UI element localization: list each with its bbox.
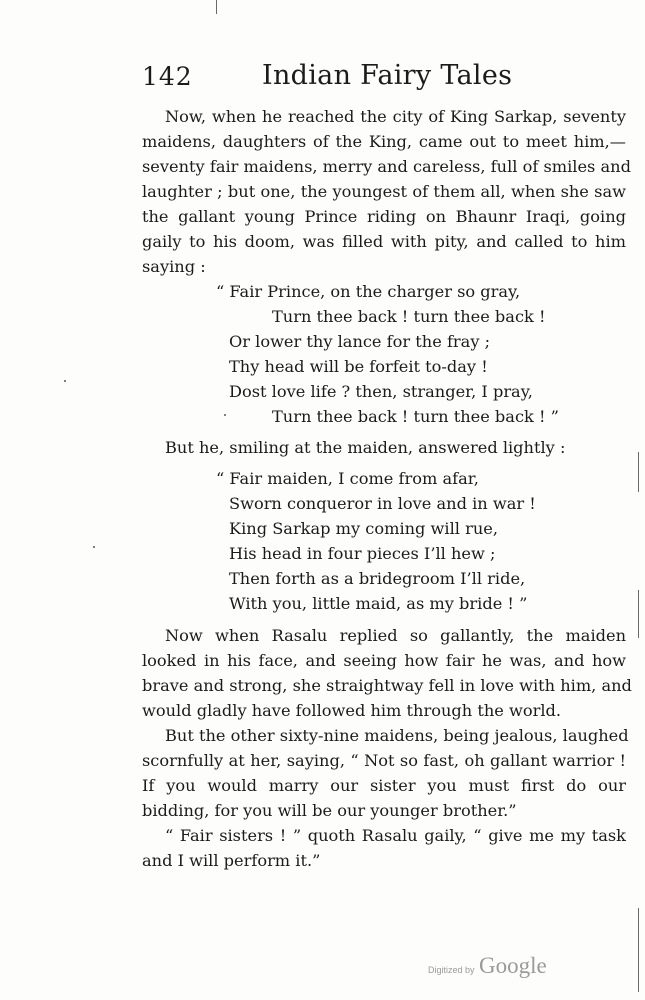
verse-line: With you, little maid, as my bride ! ” bbox=[229, 594, 528, 613]
running-header bbox=[142, 62, 628, 102]
text-line: If you would marry our sister you must first do our bbox=[142, 776, 626, 795]
watermark-brand: Google bbox=[478, 953, 547, 978]
scan-edge-mark bbox=[638, 908, 639, 992]
watermark-prefix: Digitized by bbox=[428, 965, 475, 975]
text-line: looked in his face, and seeing how fair he was, and how bbox=[142, 651, 626, 670]
verse-line: “ Fair Prince, on the charger so gray, bbox=[216, 282, 521, 301]
text-line: But the other sixty-nine maidens, being jealous, laughed bbox=[165, 726, 629, 745]
text-line: would gladly have followed him through the world. bbox=[142, 701, 562, 720]
verse-line: Thy head will be forfeit to-day ! bbox=[229, 357, 488, 376]
scan-speck bbox=[93, 546, 95, 548]
paragraph-2: But he, smiling at the maiden, answered lightly : bbox=[165, 438, 566, 457]
text-line: and I will perform it.” bbox=[142, 851, 321, 870]
text-line: seventy fair maidens, merry and careless, full of smiles and bbox=[142, 157, 631, 176]
verse-line: Sworn conqueror in love and in war ! bbox=[229, 494, 536, 513]
text-line: laughter ; but one, the youngest of them all, when she saw bbox=[142, 182, 626, 201]
digitized-watermark bbox=[428, 953, 547, 979]
scan-edge-mark bbox=[216, 0, 217, 14]
text-line: maidens, daughters of the King, came out to meet him,— bbox=[142, 132, 626, 151]
page-number: 142 bbox=[142, 62, 193, 91]
verse-line: Turn thee back ! turn thee back ! bbox=[272, 307, 546, 326]
scan-speck bbox=[64, 380, 66, 382]
text-line: saying : bbox=[142, 257, 206, 276]
verse-line: “ Fair maiden, I come from afar, bbox=[216, 469, 479, 488]
text-line: brave and strong, she straightway fell in love with him, and bbox=[142, 676, 632, 695]
text-line: Now, when he reached the city of King Sarkap, seventy bbox=[165, 107, 626, 126]
text-line: the gallant young Prince riding on Bhaunr Iraqi, going bbox=[142, 207, 626, 226]
verse-line: His head in four pieces I’ll hew ; bbox=[229, 544, 496, 563]
text-line: “ Fair sisters ! ” quoth Rasalu gaily, “ give me my task bbox=[165, 826, 626, 845]
text-line: gaily to his doom, was filled with pity, and called to him bbox=[142, 232, 626, 251]
scan-edge-mark bbox=[638, 590, 639, 638]
running-title: Indian Fairy Tales bbox=[262, 60, 513, 91]
verse-line: King Sarkap my coming will rue, bbox=[229, 519, 498, 538]
text-line: Now when Rasalu replied so gallantly, the maiden bbox=[165, 626, 626, 645]
verse-line: Dost love life ? then, stranger, I pray, bbox=[229, 382, 533, 401]
scan-edge-mark bbox=[638, 452, 639, 492]
text-line: bidding, for you will be our younger brother.” bbox=[142, 801, 517, 820]
verse-line: Then forth as a bridegroom I’ll ride, bbox=[229, 569, 526, 588]
scan-speck bbox=[224, 414, 226, 416]
verse-line: Or lower thy lance for the fray ; bbox=[229, 332, 491, 351]
text-line: scornfully at her, saying, “ Not so fast, oh gallant warrior ! bbox=[142, 751, 626, 770]
verse-line: Turn thee back ! turn thee back ! ” bbox=[272, 407, 559, 426]
